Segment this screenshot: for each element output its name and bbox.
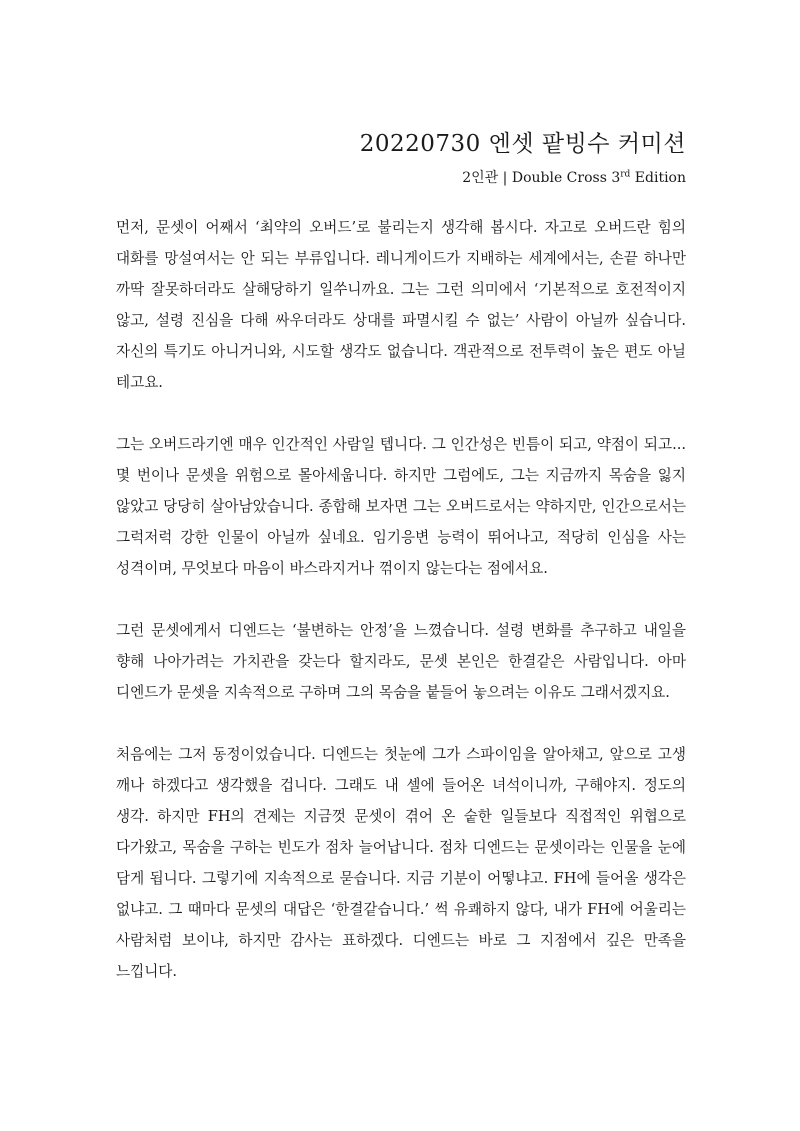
paragraph-3: 그런 문셋에게서 디엔드는 ‘불변하는 안정’을 느꼈습니다. 설령 변화를 추구하고 내일을 향해 나아가려는 가치관을 갖는다 할지라도, 문셋 본인은 한결같은 사람입니다. 아마 디엔드가 문셋을 지속적으로 구하며 그의 목숨을 붙들어 놓으려는 이유도 그래서겠지요. bbox=[116, 622, 686, 701]
document-body bbox=[116, 212, 686, 987]
subtitle-text: 2인관 | Double Cross 3 bbox=[462, 170, 621, 186]
paragraph-4: 처음에는 그저 동정이었습니다. 디엔드는 첫눈에 그가 스파이임을 알아채고, 앞으로 고생 깨나 하겠다고 생각했을 겁니다. 그래도 내 셀에 들어온 녀석이니까, 구해야지. 정도의 생각. 하지만 FH의 견제는 지금껏 문셋이 겪어 온 숱한 일들보다 직접적인 위협으로 다가왔고, 목숨을 구하는 빈도가 점차 늘어납니다. 점차 디엔드는 문셋이라는 인물을 눈에 담게 됩니다. 그렇기에 지속적으로 묻습니다. 지금 기분이 어떻냐고. FH에 들어올 생각은 없냐고. 그 때마다 문셋의 대답은 ‘한결같습니다.’ 썩 유쾌하지 않다, 내가 FH에 어울리는 사람처럼 보이냐, 하지만 감사는 표하겠다. 디엔드는 바로 그 지점에서 깊은 만족을 느낍니다. bbox=[116, 746, 686, 980]
document-subtitle bbox=[116, 166, 686, 190]
subtitle-text-end: Edition bbox=[630, 170, 686, 186]
paragraph-2: 그는 오버드라기엔 매우 인간적인 사람일 텝니다. 그 인간성은 빈틈이 되고, 약점이 되고... 몇 번이나 문셋을 위험으로 몰아세웁니다. 하지만 그럼에도, 그는 지금까지 목숨을 잃지 않았고 당당히 살아남았습니다. 종합해 보자면 그는 오버드로서는 약하지만, 인간으로서는 그럭저럭 강한 인물이 아닐까 싶네요. 임기응변 능력이 뛰어나고, 적당히 인심을 사는 성격이며, 무엇보다 마음이 바스라지거나 꺾이지 않는다는 점에서요. bbox=[116, 436, 686, 577]
paragraph-1: 먼저, 문셋이 어째서 ‘최약의 오버드’로 불리는지 생각해 봅시다. 자고로 오버드란 힘의 대화를 망설여서는 안 되는 부류입니다. 레니게이드가 지배하는 세계에서는, 손끝 하나만 까딱 잘못하더라도 살해당하기 일쑤니까요. 그는 그런 의미에서 ‘기본적으로 호전적이지 않고, 설령 진심을 다해 싸우더라도 상대를 파멸시킬 수 없는’ 사람이 아닐까 싶습니다. 자신의 특기도 아니거니와, 시도할 생각도 없습니다. 객관적으로 전투력이 높은 편도 아닐 테고요. bbox=[116, 219, 686, 391]
document-title: 20220730 엔셋 팥빙수 커미션 bbox=[359, 131, 686, 157]
document-page bbox=[116, 126, 686, 1018]
subtitle-superscript: rd bbox=[620, 169, 631, 180]
